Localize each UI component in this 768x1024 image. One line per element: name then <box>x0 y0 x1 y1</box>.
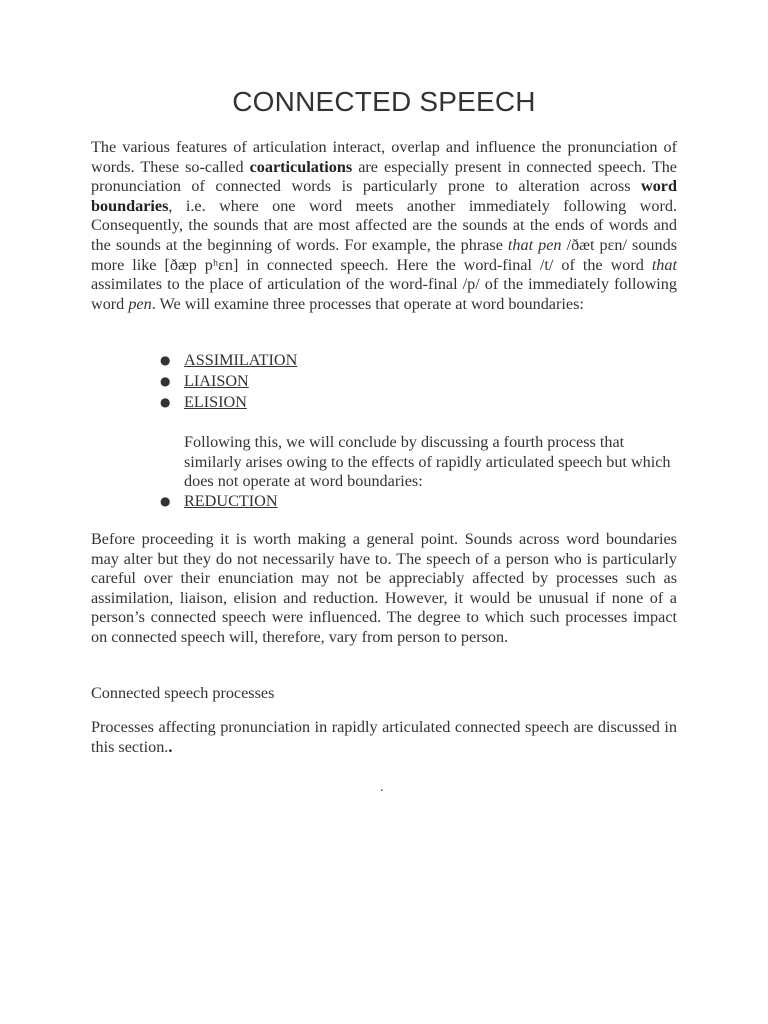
intro-text-6: . We will examine three processes that operate at word boundaries: <box>151 294 584 313</box>
bullet-icon: ● <box>160 395 171 409</box>
bold-period: . <box>168 737 173 756</box>
process-assimilation[interactable]: ASSIMILATION <box>184 351 298 369</box>
intro-text-1: The various features of articulation interact, overlap and influence the pronunciation of words. These so-called <box>91 138 677 176</box>
intro-text-4: /ðæt pɛn/ sounds more like [ðæp pʰɛn] in connected speech. Here the word-final /t/ of the word <box>91 235 678 274</box>
example-pen: pen <box>128 294 152 313</box>
intro-text-5: assimilates to the place of articulation of the word-final /p/ of the immediately following word <box>91 275 677 313</box>
stray-dot: . <box>380 780 384 795</box>
process-elision[interactable]: ELISION <box>184 393 247 411</box>
list-item <box>160 491 680 512</box>
bullet-icon: ● <box>160 494 171 508</box>
section-intro-paragraph <box>91 718 677 757</box>
process-liaison[interactable]: LIAISON <box>184 372 249 390</box>
general-point-paragraph: Before proceeding it is worth making a general point. Sounds across word boundaries may alter but they do not necessarily have to. The speech of a person who is particularly careful over their enunciation may not be appreciably affected by processes such as assimilation, liaison, elision and reduction. However, it would be unusual if none of a person’s connected speech were influenced. The degree to which such processes impact on connected speech will, therefore, vary from person to person. <box>91 530 677 646</box>
example-that-pen: that pen <box>507 235 562 254</box>
page-title: CONNECTED SPEECH <box>232 86 536 117</box>
process-reduction[interactable]: REDUCTION <box>184 492 278 510</box>
term-coarticulations: coarticulations <box>249 157 353 176</box>
extra-process-list <box>160 491 680 512</box>
process-list <box>160 350 680 413</box>
intro-text-3: , i.e. where one word meets another immediately following word. Consequently, the sounds that are most affected are the sounds at the ends of words and the sounds at the beginning of words. For example, the phrase <box>91 196 677 254</box>
list-item <box>160 350 680 371</box>
intro-text-2: are especially present in connected speech. The pronunciation of connected words is particularly prone to alteration across <box>91 157 677 196</box>
bullet-icon: ● <box>160 374 171 388</box>
term-word-boundaries: word boundaries <box>91 177 677 215</box>
indented-paragraph: Following this, we will conclude by discussing a fourth process that similarly arises owing to the effects of rapidly articulated speech but which does not operate at word boundaries: <box>184 433 671 491</box>
section-intro-text: Processes affecting pronunciation in rapidly articulated connected speech are discussed in this section. <box>91 718 677 756</box>
section-subheading: Connected speech processes <box>91 684 275 702</box>
list-item <box>160 392 680 413</box>
example-that: that <box>651 255 677 274</box>
intro-paragraph <box>91 138 677 314</box>
bullet-icon: ● <box>160 353 171 367</box>
list-item <box>160 371 680 392</box>
